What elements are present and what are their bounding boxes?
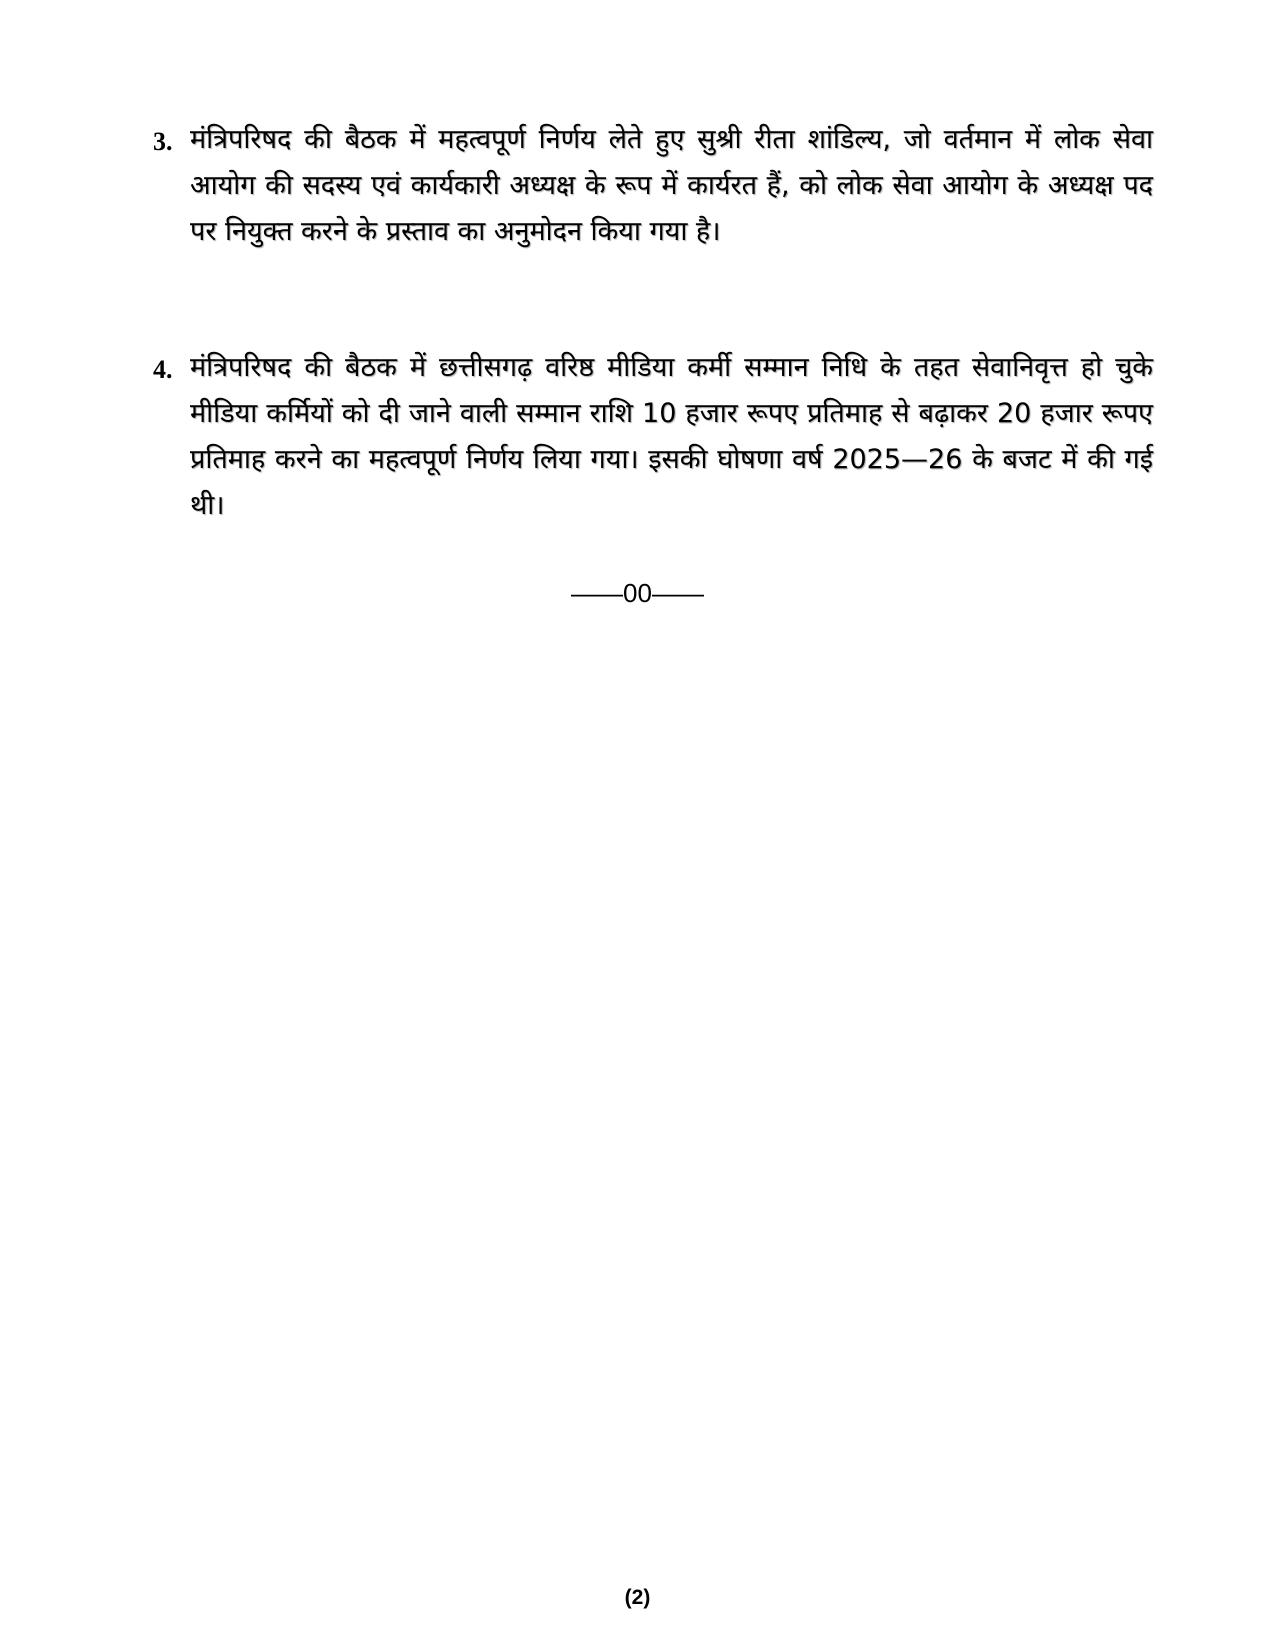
decision-item-4 [153, 345, 1153, 529]
item-number: 4. [153, 355, 173, 384]
end-separator: ——00—— [571, 578, 704, 608]
page-number: (2) [624, 1586, 651, 1609]
item-paragraph: मंत्रिपरिषद की बैठक में छत्तीसगढ़ वरिष्ठ मीडिया कर्मी सम्मान निधि के तहत सेवानिवृत्त हो चुके मीडिया कर्मियों को दी जाने वाली सम्मान राशि 10 हजार रूपए प्रतिमाह से बढ़ाकर 20 हजार रूपए प्रतिमाह करने का महत्वपूर्ण निर्णय लिया गया। इसकी घोषणा वर्ष 2025—26 के बजट में की गई थी। [190, 352, 1153, 521]
item-number: 3. [153, 127, 173, 156]
item-paragraph: मंत्रिपरिषद की बैठक में महत्वपूर्ण निर्णय लेते हुए सुश्री रीता शांडिल्य, जो वर्तमान में लोक सेवा आयोग की सदस्य एवं कार्यकारी अध्यक्ष के रूप में कार्यरत हैं, को लोक सेवा आयोग के अध्यक्ष पद पर नियुक्त करने के प्रस्ताव का अनुमोदन किया गया है। [190, 124, 1153, 247]
decision-item-3 [153, 117, 1153, 255]
